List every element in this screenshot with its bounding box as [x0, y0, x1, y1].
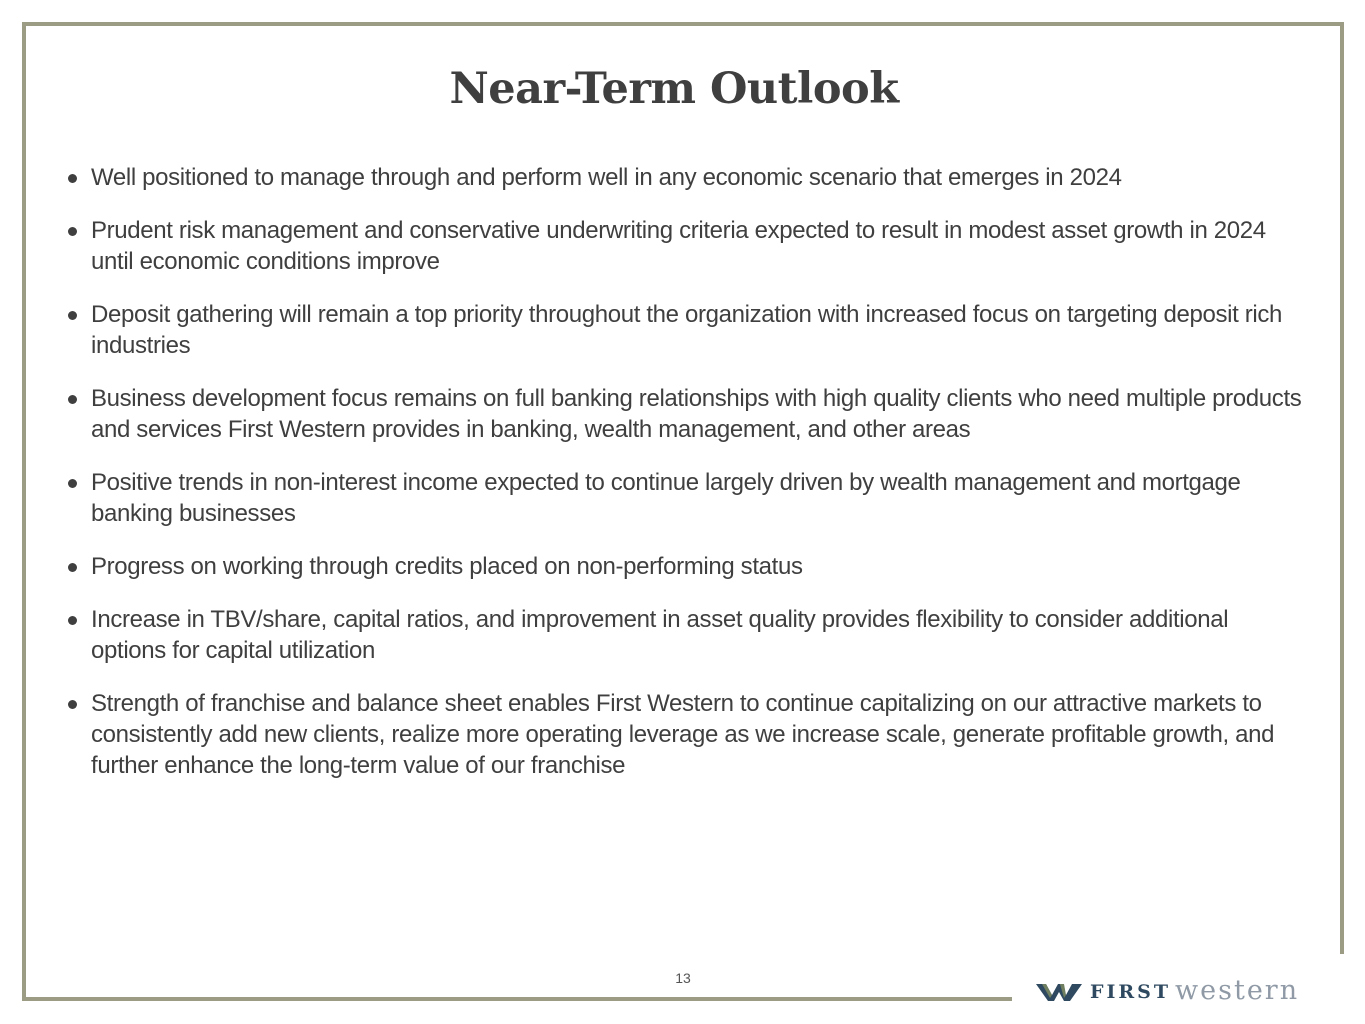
bullet-text: Increase in TBV/share, capital ratios, and improvement in asset quality provides flexibility to consider additional options for capital utilization: [91, 606, 1229, 664]
first-western-logo: [1036, 974, 1346, 1010]
bullet-item: [66, 299, 1306, 361]
bullet-text: Well positioned to manage through and perform well in any economic scenario that emerges in 2024: [91, 164, 1122, 191]
bullet-item: [66, 383, 1306, 445]
slide-frame-bottom-edge: [22, 997, 1012, 1001]
bullet-dot-icon: [68, 616, 77, 625]
slide-title: Near-Term Outlook: [449, 64, 899, 114]
bullet-item: [66, 162, 1306, 193]
logo-first-text: FIRST: [1090, 981, 1172, 1003]
bullet-dot-icon: [68, 395, 77, 404]
bullet-text: Prudent risk management and conservative underwriting criteria expected to result in modest asset growth in 2024 until economic conditions improve: [91, 217, 1266, 275]
bullet-text: Deposit gathering will remain a top priority throughout the organization with increased focus on targeting deposit rich industries: [91, 301, 1283, 359]
bullet-dot-icon: [68, 700, 77, 709]
bullet-item: [66, 551, 1306, 582]
w-chevron-logo-icon: [1036, 981, 1082, 1003]
page-number: 13: [675, 970, 691, 986]
logo-western-text: western: [1175, 974, 1300, 1006]
bullet-dot-icon: [68, 227, 77, 236]
bullet-text: Positive trends in non-interest income expected to continue largely driven by wealth management and mortgage banking businesses: [91, 469, 1241, 527]
bullet-item: [66, 604, 1306, 666]
bullet-item: [66, 467, 1306, 529]
bullet-dot-icon: [68, 479, 77, 488]
bullet-item: [66, 215, 1306, 277]
bullet-item: [66, 688, 1306, 781]
slide-frame-right-edge: [1340, 22, 1344, 954]
bullet-list: [66, 162, 1306, 803]
bullet-text: Strength of franchise and balance sheet enables First Western to continue capitalizing on our attractive markets to consistently add new clients, realize more operating leverage as we increase scale, generate profitable growth, and further enhance the long-term value of our franchise: [91, 690, 1275, 779]
bullet-text: Progress on working through credits placed on non-performing status: [91, 553, 803, 580]
bullet-dot-icon: [68, 174, 77, 183]
bullet-dot-icon: [68, 311, 77, 320]
bullet-dot-icon: [68, 563, 77, 572]
bullet-text: Business development focus remains on full banking relationships with high quality clients who need multiple products and services First Western provides in banking, wealth management, and other areas: [91, 385, 1302, 443]
